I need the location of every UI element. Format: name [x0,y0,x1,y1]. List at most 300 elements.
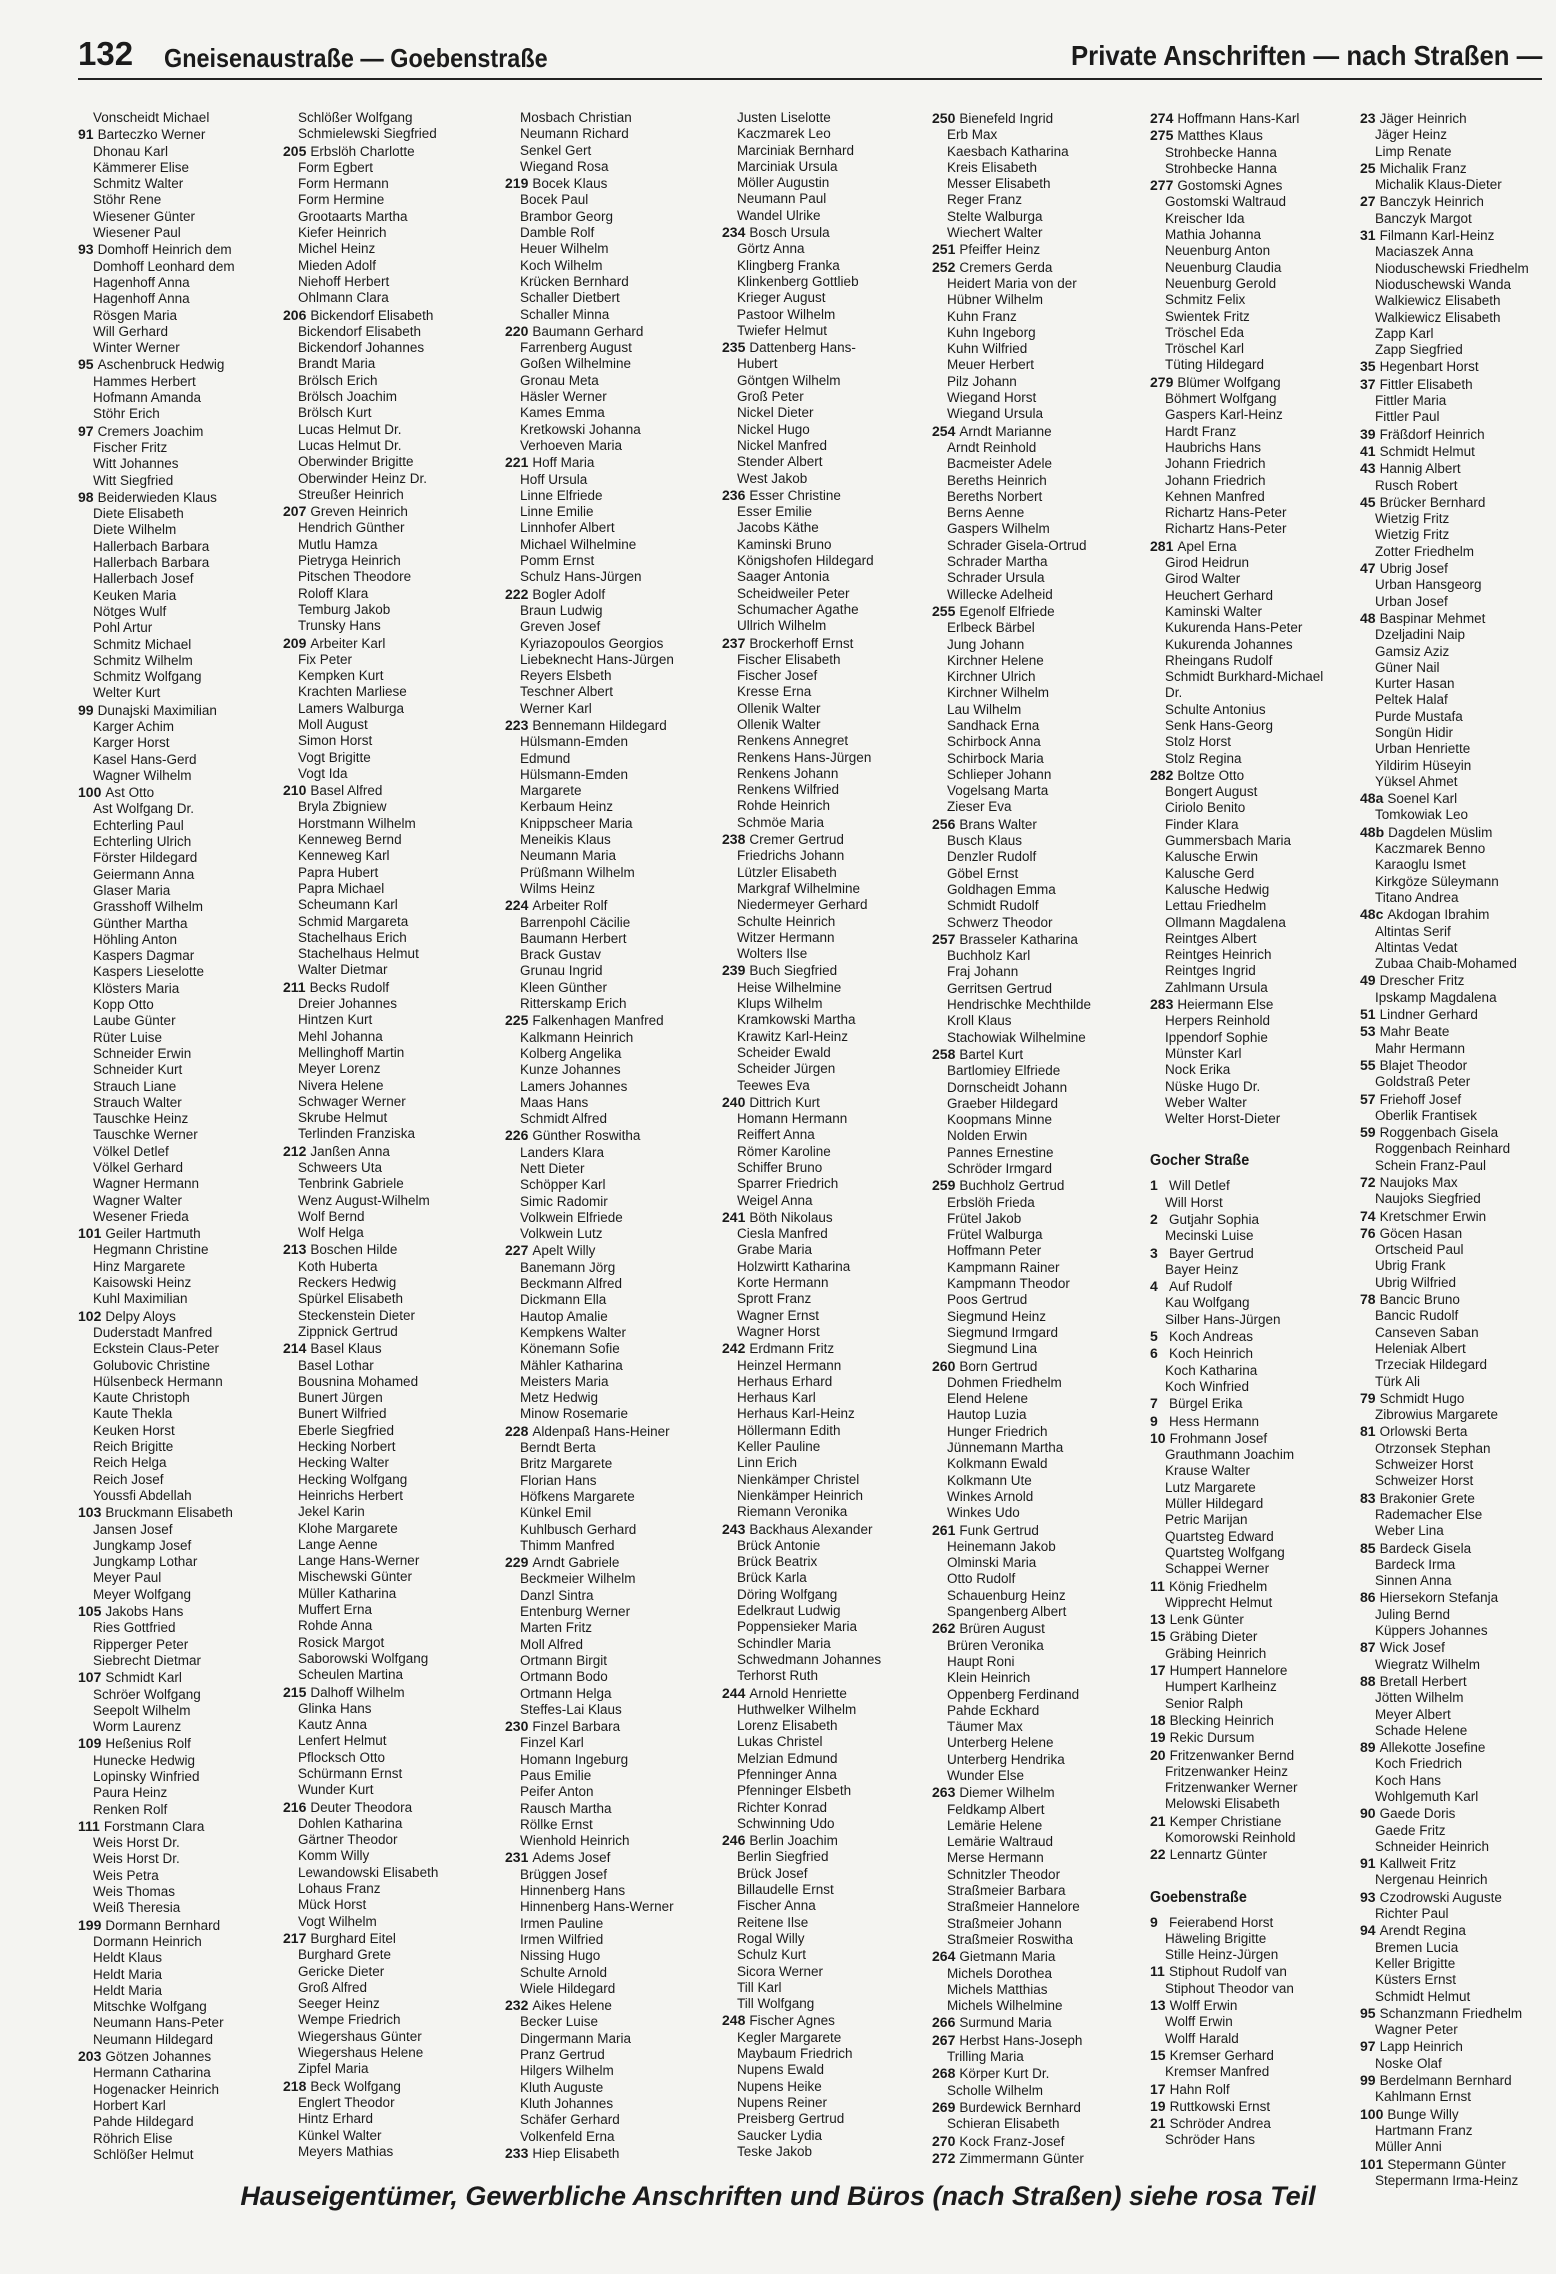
house-number: 19 [1150,2097,1166,2114]
address-entry: 263 Diemer Wilhelm [932,1784,1055,1801]
footer-note: Hauseigentümer, Gewerbliche Anschriften und Büros (nach Straßen) siehe rosa Teil [240,2181,1316,2211]
house-number: 259 [932,1177,956,1194]
house-number: 260 [932,1357,956,1374]
resident-name: Silber Hans-Jürgen [1165,1311,1281,1327]
resident-name: Glaser Maria [93,882,171,898]
resident-name: Canseven Saban [1375,1324,1479,1340]
resident-name: Schiffer Bruno [737,1160,823,1175]
house-number: 282 [1150,766,1174,783]
resident-name: Witt Johannes [93,456,179,472]
resident-name: Oppenberg Ferdinand [947,1686,1080,1702]
house-number: 74 [1360,1207,1376,1224]
resident-name: Ripperger Peter [93,1636,189,1652]
resident-name: Neumann Maria [520,848,617,864]
resident-name: Moll Alfred [520,1636,584,1652]
resident-name: Teske Jakob [737,2143,813,2159]
house-number: 241 [722,1208,746,1225]
resident-name: Kenneweg Bernd [298,832,402,848]
resident-name: Nienkämper Heinrich [737,1487,864,1503]
resident-name: Kaspers Lieselotte [93,964,205,980]
address-entry: 51 Lindner Gerhard [1360,1006,1478,1023]
resident-name: Volkenfeld Erna [520,2128,615,2144]
address-entry: 232 Aikes Helene [505,1997,612,2014]
resident-name: Gaspers Karl-Heinz [1165,407,1283,423]
resident-name: Brandt Maria [298,356,376,372]
resident-name: Göntgen Wilhelm [737,372,841,388]
house-number: 279 [1150,373,1174,390]
resident-name: Stachelhaus Helmut [298,946,419,962]
resident-name: Hübner Wilhelm [947,292,1044,308]
resident-name: Schröder Irmgard [947,1161,1053,1176]
resident-name: Kunze Johannes [520,1062,621,1078]
resident-name: Mischewski Günter [298,1569,413,1585]
resident-name: Michel Heinz [298,241,376,257]
resident-name: Hallerbach Barbara [93,555,210,571]
resident-name: Saucker Lydia [737,2127,823,2143]
resident-name: Olminski Maria [947,1555,1037,1571]
resident-name: Mehl Johanna [298,1028,383,1044]
house-number: 233 [505,2144,529,2161]
address-entry: 262 Brüren August [932,1620,1045,1637]
resident-name: Johann Friedrich [1165,456,1266,472]
address-entry: 91 Kallweit Fritz [1360,1855,1457,1872]
resident-name: Röllke Ernst [520,1816,593,1832]
house-number: 98 [78,488,94,505]
resident-name: Kroll Klaus [947,1013,1012,1029]
resident-name: Häsler Werner [520,389,607,405]
resident-name: Bunert Wilfried [298,1406,387,1422]
address-entry: 85 Bardeck Gisela [1360,1539,1472,1556]
address-entry: 272 Zimmermann Günter [932,2149,1084,2166]
resident-name: Steckenstein Dieter [298,1307,416,1323]
house-number: 88 [1360,1672,1376,1689]
resident-name: Fritzenwanker Werner [1165,1780,1298,1796]
address-entry: 2 Gutjahr Sophia [1150,1211,1260,1227]
resident-name: Messer Elisabeth [947,176,1051,192]
resident-name: Farrenberg August [520,340,632,356]
house-number: 95 [78,356,94,373]
resident-name: Schmielewski Siegfried [298,126,437,142]
address-entry: 236 Esser Christine [722,486,841,503]
house-number: 48 [1360,609,1376,626]
resident-name: Sandhack Erna [947,717,1040,733]
resident-name: Lemärie Helene [947,1817,1043,1833]
resident-name: Dingermann Maria [520,2030,632,2046]
resident-name: Schmid Margareta [298,913,409,929]
resident-name: Reich Helga [93,1455,167,1471]
resident-name: Linne Emilie [520,504,594,520]
resident-name: Kaisowski Heinz [93,1275,192,1291]
address-entry: 254 Arndt Marianne [932,422,1052,439]
address-entry: 48c Akdogan Ibrahim [1360,906,1490,923]
resident-name: Schrader Gisela-Ortrud [947,537,1087,553]
house-number: 13 [1150,1997,1166,2014]
resident-name: Kuhlbusch Gerhard [520,1521,637,1537]
resident-name: Schumacher Agathe [737,601,859,617]
resident-name: Göbel Ernst [947,865,1019,881]
resident-name: Wagner Wilhelm [93,767,192,783]
resident-name: Merse Hermann [947,1850,1044,1866]
house-number: 283 [1150,996,1174,1013]
resident-name: Stolz Horst [1165,734,1232,750]
resident-name: Domhoff Leonhard dem [93,258,235,274]
resident-name: Wolf Bernd [298,1208,365,1224]
resident-name: Hagenhoff Anna [93,291,190,307]
resident-name: Ollenik Walter [737,700,821,716]
resident-name: Berlin Siegfried [737,1849,829,1865]
resident-name: Winter Werner [93,340,180,356]
address-entry: 49 Drescher Fritz [1360,972,1465,989]
resident-name: Prüßmann Wilhelm [520,864,635,880]
address-entry: 101 Geiler Hartmuth [78,1225,201,1242]
resident-name: Kramkowski Martha [737,1012,856,1028]
resident-name: Lopinsky Winfried [93,1768,200,1784]
resident-name: Verhoeven Maria [520,437,623,453]
house-number: 248 [722,2012,746,2029]
resident-name: Volkwein Lutz [520,1226,603,1242]
address-entry: 259 Buchholz Gertrud [932,1177,1065,1194]
address-entry: 27 Banczyk Heinrich [1360,193,1484,210]
resident-name: Kaspers Dagmar [93,948,195,964]
house-number: 267 [932,2031,956,2048]
resident-name: Renkens Wilfried [737,782,840,798]
address-entry: 277 Gostomski Agnes [1150,177,1283,194]
resident-name: Förster Hildegard [93,850,198,866]
resident-name: Korte Hermann [737,1275,829,1291]
house-number: 13 [1150,1611,1166,1628]
house-number: 43 [1360,460,1376,477]
resident-name: Schlößer Helmut [93,2146,194,2162]
house-number: 27 [1360,193,1376,210]
address-entry: 226 Günther Roswitha [505,1127,641,1144]
resident-name: Unterberg Helene [947,1735,1054,1751]
resident-name: Kremser Manfred [1165,2064,1270,2080]
house-number: 199 [78,1916,102,1933]
resident-name: Marciniak Bernhard [737,142,855,158]
resident-name: Siegmund Heinz [947,1308,1047,1324]
house-number: 9 [1150,1913,1158,1930]
resident-name: Schneider Kurt [93,1062,183,1078]
resident-name: Küppers Johannes [1375,1623,1488,1639]
house-number: 91 [78,126,94,143]
resident-name: Nickel Manfred [737,437,828,453]
resident-name: Diete Elisabeth [93,506,184,522]
resident-name: Kaute Christoph [93,1390,190,1406]
address-entry: 102 Delpy Aloys [78,1307,176,1324]
resident-name: Schindler Maria [737,1635,831,1651]
address-entry: 100 Ast Otto [78,784,155,801]
address-entry: 282 Boltze Otto [1150,766,1245,783]
resident-name: Koch Katharina [1165,1362,1258,1378]
house-number: 254 [932,422,956,439]
resident-name: Siegmund Irmgard [947,1324,1059,1340]
resident-name: Rohde Heinrich [737,798,831,814]
resident-name: Hülsmann-Emden [520,734,629,750]
resident-name: Ortmann Birgit [520,1652,608,1668]
resident-name: Keller Pauline [737,1439,821,1455]
resident-name: Kehnen Manfred [1165,488,1265,504]
resident-name: Jekel Karin [298,1504,365,1520]
address-entry: 95 Aschenbruck Hedwig [78,356,225,373]
resident-name: Twiefer Helmut [737,322,828,338]
house-number: 2 [1150,1211,1158,1227]
resident-name: Echterling Paul [93,817,184,833]
resident-name: Hintz Erhard [298,2111,374,2127]
address-entry: 215 Dalhoff Wilhelm [283,1683,405,1700]
address-entry: 234 Bosch Ursula [722,224,830,241]
house-number: 10 [1150,1429,1166,1446]
resident-name: Gummersbach Maria [1165,833,1292,849]
house-number: 99 [78,701,94,718]
house-number: 53 [1360,1023,1376,1040]
resident-name: Müller Katharina [298,1585,397,1601]
resident-name: Brück Beatrix [737,1554,818,1570]
address-entry: 107 Schmidt Karl [78,1669,182,1686]
resident-name: Jung Johann [947,636,1025,652]
address-entry: 223 Bennemann Hildegard [505,716,667,733]
address-entry: 219 Bocek Klaus [505,175,608,192]
resident-name: Schappei Werner [1165,1561,1270,1577]
resident-name: Reyers Elsbeth [520,668,612,684]
resident-name: Weis Horst Dr. [93,1851,180,1867]
resident-name: Schade Helene [1375,1722,1468,1738]
resident-name: Walkiewicz Elisabeth [1375,293,1501,309]
resident-name: Kopp Otto [93,997,154,1013]
address-entry: 20 Fritzenwanker Bernd [1150,1746,1295,1763]
resident-name: Brüren Veronika [947,1637,1044,1653]
address-entry: 11 König Friedhelm [1150,1577,1268,1594]
resident-name: Kolkmann Ute [947,1472,1032,1488]
resident-name: Quartsteg Edward [1165,1528,1274,1544]
resident-name: Hunger Friedrich [947,1423,1048,1439]
house-number: 209 [283,634,307,651]
address-entry: 240 Dittrich Kurt [722,1093,820,1110]
address-entry: 264 Gietmann Maria [932,1948,1056,1965]
resident-name: Lutz Margarete [1165,1479,1256,1495]
resident-name: Witzer Hermann [737,929,835,945]
address-entry: 238 Cremer Gertrud [722,831,844,848]
resident-name: Melowski Elisabeth [1165,1796,1280,1812]
house-number: 20 [1150,1746,1166,1763]
resident-name: Hinnenberg Hans-Werner [520,1899,674,1915]
resident-name: Irmen Wilfried [520,1931,604,1947]
resident-name: Kerbaum Heinz [520,799,614,815]
resident-name: Strohbecke Hanna [1165,160,1277,176]
house-number: 111 [78,1817,100,1834]
resident-name: Stepermann Irma-Heinz [1375,2172,1519,2188]
resident-name: Michalik Klaus-Dieter [1375,177,1502,193]
resident-name: Reitene Ilse [737,1914,809,1930]
address-entry: 17 Humpert Hannelore [1150,1662,1288,1679]
resident-name: Müller Hildegard [1165,1496,1264,1512]
resident-name: Skrube Helmut [298,1110,388,1126]
house-number: 239 [722,962,746,979]
resident-name: Otto Rudolf [947,1571,1016,1587]
resident-name: Siebrecht Dietmar [93,1652,202,1668]
resident-name: Stöhr Rene [93,192,162,208]
resident-name: Poppensieker Maria [737,1619,858,1635]
resident-name: Weigel Anna [737,1192,813,1208]
house-number: 107 [78,1669,102,1686]
resident-name: Wagner Hermann [93,1176,200,1192]
resident-name: Nivera Helene [298,1077,384,1093]
resident-name: Schulte Arnold [520,1964,608,1980]
resident-name: Wipprecht Helmut [1165,1594,1273,1610]
resident-name: Höllermann Edith [737,1422,841,1438]
house-number: 223 [505,716,529,733]
resident-name: Michael Wilhelmine [520,536,637,552]
resident-name: Schwinning Udo [737,1815,835,1831]
address-entry: 241 Böth Nikolaus [722,1208,833,1225]
resident-name: Brölsch Kurt [298,405,372,421]
resident-name: Kempken Kurt [298,668,384,684]
resident-name: Titano Andrea [1375,889,1459,905]
resident-name: Tenbrink Gabriele [298,1176,404,1192]
resident-name: Stiphout Theodor van [1165,1980,1294,1996]
house-number: 72 [1360,1174,1376,1190]
house-number: 243 [722,1520,746,1537]
resident-name: Kahlmann Ernst [1375,2089,1472,2105]
address-entry: 109 Heßenius Rolf [78,1735,191,1752]
resident-name: Sprott Franz [737,1291,812,1307]
resident-name: Schmitz Wilhelm [93,652,193,668]
resident-name: Senkel Gert [520,142,592,158]
resident-name: Becker Luise [520,2014,599,2030]
resident-name: Mecinski Luise [1165,1228,1254,1244]
resident-name: Nupens Ewald [737,2062,825,2078]
resident-name: Straßmeier Roswitha [947,1931,1074,1947]
address-entry: 111 Forstmann Clara [78,1817,205,1834]
resident-name: Erb Max [947,127,998,143]
address-entry: 7 Bürgel Erika [1150,1395,1243,1412]
resident-name: Lewandowski Elisabeth [298,1864,439,1880]
address-entry: 5 Koch Andreas [1150,1328,1254,1345]
resident-name: Teschner Albert [520,684,614,700]
resident-name: Nienkämper Christel [737,1471,860,1487]
house-number: 97 [78,422,94,439]
address-entry: 257 Brasseler Katharina [932,930,1078,947]
address-entry: 90 Gaede Doris [1360,1805,1456,1822]
resident-name: Scheidweiler Peter [737,585,850,601]
resident-name: Preisberg Gertrud [737,2111,845,2127]
resident-name: Feldkamp Albert [947,1801,1045,1817]
address-entry: 93 Czodrowski Auguste [1360,1888,1502,1905]
resident-name: Renkens Hans-Jürgen [737,749,872,765]
resident-name: Reich Josef [93,1471,164,1487]
house-number: 238 [722,831,746,848]
address-entry: 48 Baspinar Mehmet [1360,609,1486,626]
house-number: 100 [78,784,102,801]
address-entry: 81 Orlowski Berta [1360,1423,1468,1440]
resident-name: Lettau Friedhelm [1165,898,1267,914]
resident-name: Jötten Wilhelm [1375,1690,1464,1706]
resident-name: Gronau Meta [520,372,599,388]
house-number: 206 [283,306,307,323]
resident-name: Ortmann Bodo [520,1669,608,1685]
resident-name: Kluth Johannes [520,2095,614,2111]
resident-name: Dzeljadini Naip [1375,627,1466,643]
resident-name: Rademacher Else [1375,1506,1483,1522]
house-number: 277 [1150,177,1174,194]
house-number: 76 [1360,1224,1376,1241]
address-entry: 101 Stepermann Günter [1360,2155,1506,2172]
address-entry: 237 Brockerhoff Ernst [722,634,854,651]
resident-name: West Jakob [737,470,808,486]
resident-name: Streußer Heinrich [298,486,404,502]
resident-name: Strauch Walter [93,1094,182,1110]
address-entry: 100 Bunge Willy [1360,2105,1459,2122]
resident-name: Schirbock Maria [947,750,1044,766]
resident-name: Hülsmann-Emden [520,766,629,782]
resident-name: Wiegand Horst [947,390,1037,406]
resident-name: Till Karl [737,1979,782,1995]
resident-name: Krause Walter [1165,1463,1251,1479]
resident-name: Kaesbach Katharina [947,143,1069,159]
resident-name: Songün Hidir [1375,724,1454,740]
resident-name: Altintas Vedat [1375,939,1458,955]
resident-name: Laube Günter [93,1013,176,1029]
resident-name: Schulz Kurt [737,1947,807,1963]
resident-name: Urban Josef [1375,593,1448,609]
resident-name: Kuhl Maximilian [93,1291,188,1307]
resident-name: Wandel Ulrike [737,207,821,223]
resident-name: Wilms Heinz [520,880,596,896]
resident-name: Mähler Katharina [520,1357,623,1373]
resident-name: Nickel Dieter [737,405,814,421]
resident-name: Güner Nail [1375,659,1440,675]
house-number: 90 [1360,1805,1376,1822]
resident-name: Brück Josef [737,1865,808,1881]
resident-name: Arndt Reinhold [947,439,1037,455]
resident-name: Heidert Maria von der [947,275,1077,291]
address-entry: 209 Arbeiter Karl [283,634,386,651]
address-entry: 48b Dagdelen Müslim [1360,823,1493,840]
resident-name: Haubrichs Hans [1165,439,1262,455]
resident-name: Berndt Berta [520,1440,596,1456]
resident-name: Schneider Erwin [93,1045,192,1061]
house-number: 93 [1360,1888,1376,1905]
resident-name: Wiegershaus Helene [298,2045,424,2061]
address-entry: 246 Berlin Joachim [722,1832,838,1849]
resident-name: Haupt Roni [947,1653,1015,1669]
resident-name: Heinemann Jakob [947,1538,1056,1554]
house-number: 221 [505,454,529,471]
resident-name: Yüksel Ahmet [1375,773,1458,789]
address-entry: 225 Falkenhagen Manfred [505,1012,664,1029]
resident-name: Maciaszek Anna [1375,244,1474,260]
resident-name: Kreischer Ida [1165,210,1245,226]
resident-name: Kretkowski Johanna [520,421,641,437]
resident-name: Könemann Sofie [520,1341,620,1357]
resident-name: Wienhold Heinrich [520,1833,630,1849]
address-column-3 [505,110,721,2161]
resident-name: Karaoglu Ismet [1375,857,1466,873]
resident-name: Pitschen Theodore [298,569,412,585]
resident-name: Kukurenda Johannes [1165,636,1293,652]
house-number: 105 [78,1603,102,1620]
resident-name: Hülsenbeck Hermann [93,1373,223,1389]
house-number: 228 [505,1422,529,1439]
address-entry: 255 Egenolf Elfriede [932,602,1055,619]
address-entry: 269 Burdewick Bernhard [932,2098,1081,2115]
resident-name: Dohlen Katharina [298,1815,403,1831]
address-entry: 9 Feierabend Horst [1150,1913,1274,1930]
resident-name: Gärtner Theodor [298,1832,398,1848]
address-entry: 233 Hiep Elisabeth [505,2144,620,2161]
resident-name: Grabe Maria [737,1242,813,1258]
resident-name: Komorowski Reinhold [1165,1829,1296,1845]
resident-name: Wietzig Fritz [1375,511,1450,527]
